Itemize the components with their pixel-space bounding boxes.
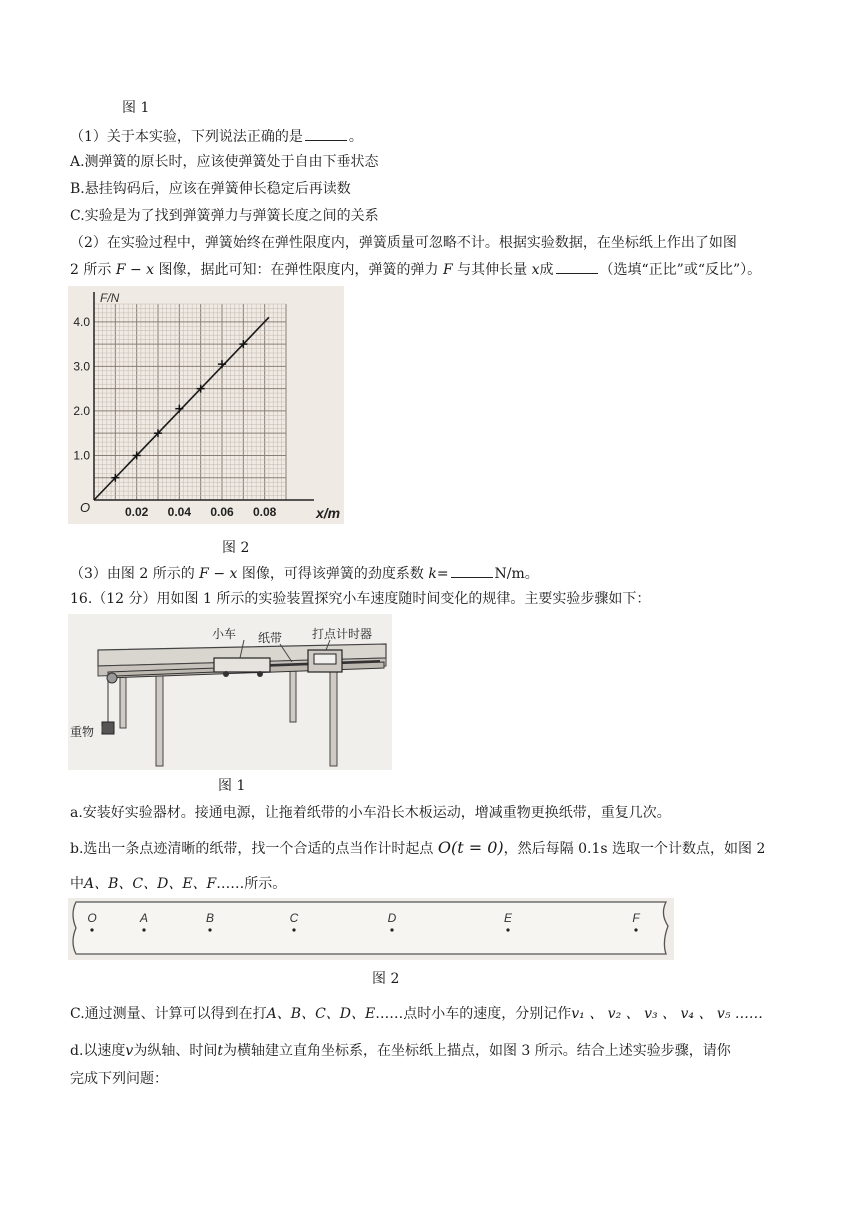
weight-block <box>102 722 114 734</box>
step-d-t: t <box>217 1043 223 1059</box>
tape-point-label: F <box>632 911 640 925</box>
q2-var-x: x <box>531 262 540 278</box>
q2-line1: （2）在实验过程中，弹簧始终在弹性限度内，弹簧质量可忽略不计。根据实验数据，在坐标纸上作出了如图 <box>70 235 737 251</box>
step-c-text2: ……点时小车的速度，分别记作 <box>375 1006 572 1022</box>
q2-line2 <box>70 259 761 280</box>
x-axis-label: x/m <box>316 505 341 521</box>
q2-answer-blank[interactable] <box>556 259 598 274</box>
q2-text-a: 2 所示 <box>70 262 112 278</box>
cart-label: 小车 <box>212 627 237 641</box>
tape-dot <box>634 928 637 931</box>
step-b-line1 <box>70 838 765 859</box>
q2-text-d: 成 <box>539 262 554 278</box>
step-c-vars: v₁ 、 v₂ 、 v₃ 、 v₄ 、 v₅ …… <box>571 1006 763 1022</box>
y-tick-label: 3.0 <box>73 359 90 374</box>
step-c <box>70 1004 763 1024</box>
tape-point-label: E <box>503 911 513 925</box>
step-d-line2: 完成下列问题： <box>70 1071 168 1087</box>
timer-label: 打点计时器 <box>312 627 373 641</box>
tape-caption: 图 2 <box>372 971 400 987</box>
tape-outline <box>73 902 668 954</box>
tape-dot <box>208 928 211 931</box>
tape-dot <box>292 928 295 931</box>
tape-point-label: O <box>87 911 97 925</box>
paper-tape-drawing <box>68 898 674 960</box>
tape-point-label: D <box>387 911 397 925</box>
q2-formula: F − x <box>115 262 155 278</box>
tape-label: 纸带 <box>258 631 283 645</box>
q3-text-a: （3）由图 2 所示的 <box>70 566 195 582</box>
step-b-formula: O(t = 0) <box>437 838 504 857</box>
q3-equals: = <box>436 566 449 582</box>
x-tick-label: 0.02 <box>124 505 149 519</box>
tape-point-label: C <box>289 911 299 925</box>
apparatus-caption: 图 1 <box>218 778 246 794</box>
q2-text-e: （选填“正比”或“反比”）。 <box>599 262 762 278</box>
f-x-chart <box>68 286 344 524</box>
table-leg <box>156 674 163 766</box>
apparatus-drawing <box>68 614 392 770</box>
q1-stem-end: 。 <box>348 129 363 145</box>
weight-label: 重物 <box>70 725 95 739</box>
top-figure-caption: 图 1 <box>122 100 150 116</box>
step-d-text2: 为纵轴、时间 <box>133 1043 218 1059</box>
step-b-points: A、B、C、D、E、F <box>84 876 217 892</box>
q1-option-b: B.悬挂钩码后，应该在弹簧伸长稳定后再读数 <box>70 181 351 197</box>
cart-wheel <box>223 671 229 677</box>
x-tick-label: 0.08 <box>252 505 277 519</box>
tape-point-label: A <box>139 911 149 925</box>
table-leg <box>120 674 126 728</box>
q1-stem-text: （1）关于本实验，下列说法正确的是 <box>70 129 303 145</box>
y-tick-label: 2.0 <box>73 403 90 418</box>
x-tick-label: 0.04 <box>167 505 192 519</box>
step-d-line1 <box>70 1041 731 1061</box>
q3-answer-blank[interactable] <box>451 563 493 578</box>
graph-caption: 图 2 <box>222 540 250 556</box>
x-tick-label: 0.06 <box>210 505 234 519</box>
y-tick-label: 1.0 <box>73 448 90 463</box>
q3-text-b: 图像，可得该弹簧的劲度系数 <box>241 566 424 582</box>
step-b-line2 <box>70 874 286 894</box>
step-b-text4: ……所示。 <box>216 876 287 892</box>
cart-body <box>214 658 270 672</box>
q1-option-c: C.实验是为了找到弹簧弹力与弹簧长度之间的关系 <box>70 208 379 224</box>
table-leg <box>290 666 296 722</box>
step-c-text1: C.通过测量、计算可以得到在打 <box>70 1006 267 1022</box>
data-point <box>175 405 183 413</box>
q2-text-c: 与其伸长量 <box>457 262 528 278</box>
q2-text-b: 图像，据此可知：在弹性限度内，弹簧的弹力 <box>158 262 439 278</box>
tape-dot <box>506 928 509 931</box>
q2-var-f: F <box>442 262 453 278</box>
timer-slot <box>314 654 336 664</box>
step-b-text1: b.选出一条点迹清晰的纸带，找一个合适的点当作计时起点 <box>70 841 434 857</box>
step-b-text3: 中 <box>70 876 84 892</box>
paper-tape-figure <box>68 898 674 960</box>
y-tick-label: 4.0 <box>73 314 90 329</box>
step-b-text2: ，然后每隔 0.1s 选取一个计数点，如图 2 <box>503 841 766 857</box>
step-d-text3: 为横轴建立直角坐标系，在坐标纸上描点，如图 3 所示。结合上述实验步骤，请你 <box>222 1043 731 1059</box>
q3-formula: F − x <box>199 566 238 582</box>
f-x-graph-figure <box>68 286 344 524</box>
q3-unit: N/m。 <box>494 566 539 582</box>
tape-dot <box>90 928 93 931</box>
apparatus-figure <box>68 614 392 770</box>
step-d-v: v <box>125 1043 134 1059</box>
q3-var-k: k <box>428 566 437 582</box>
data-point <box>218 360 226 368</box>
tape-dot <box>390 928 393 931</box>
step-a: a.安装好实验器材。接通电源，让拖着纸带的小车沿长木板运动，增减重物更换纸带，重复几次。 <box>70 805 671 821</box>
cart-wheel <box>257 671 263 677</box>
tape-point-label: B <box>205 911 215 925</box>
step-d-text1: d.以速度 <box>70 1043 126 1059</box>
y-axis-label: F/N <box>100 291 120 305</box>
q1-stem <box>70 126 363 147</box>
q1-answer-blank[interactable] <box>305 126 347 141</box>
q16-title: 16.（12 分）用如图 1 所示的实验装置探究小车速度随时间变化的规律。主要实验步骤如下： <box>70 591 651 607</box>
step-c-points: A、B、C、D、E <box>266 1006 376 1022</box>
q3-line <box>70 563 539 584</box>
tape-dot <box>142 928 145 931</box>
q1-option-a: A.测弹簧的原长时，应该使弹簧处于自由下垂状态 <box>70 154 379 170</box>
origin-label: O <box>80 500 91 515</box>
table-leg <box>330 666 337 766</box>
